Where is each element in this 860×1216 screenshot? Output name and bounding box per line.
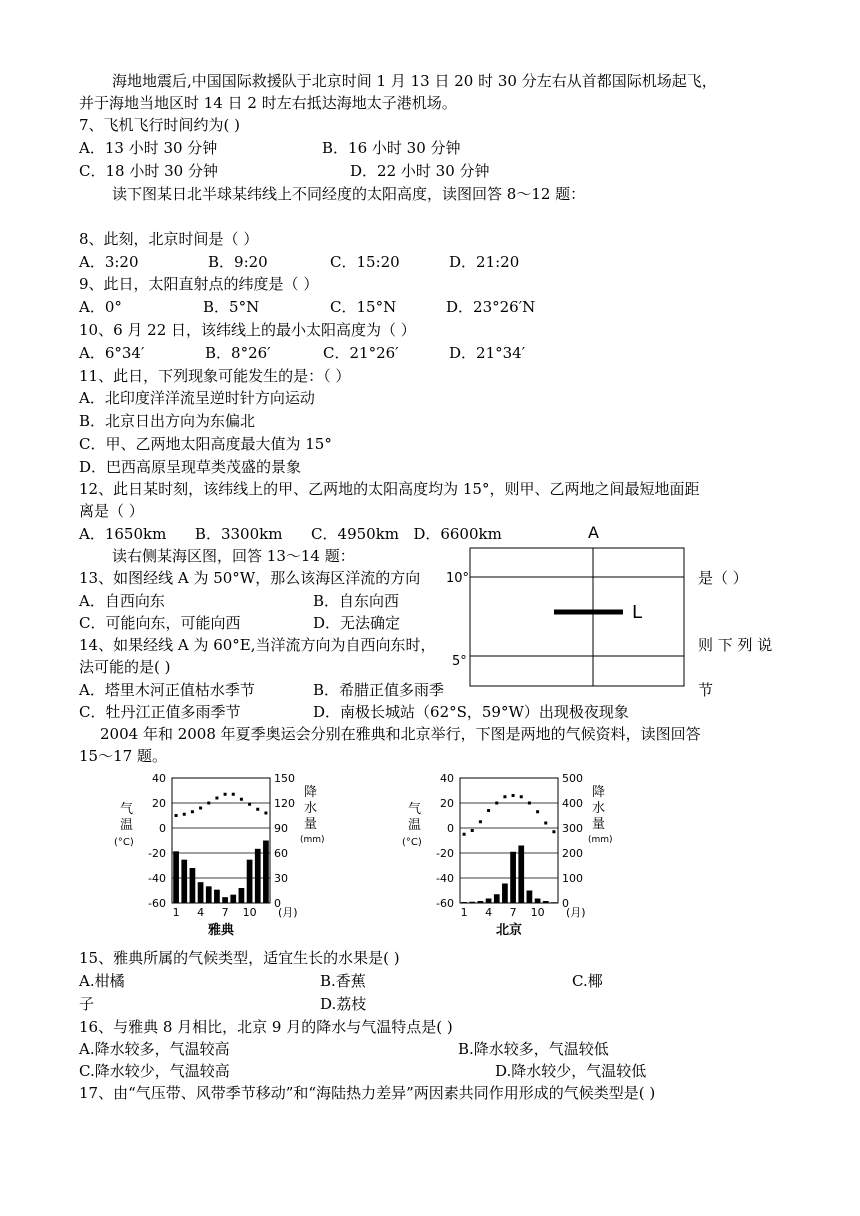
y-axis-label-char: 温	[120, 818, 134, 833]
q8-option-b: B．9:20	[208, 253, 268, 271]
q11-option-a: A．北印度洋洋流呈逆时针方向运动	[79, 389, 315, 407]
y-axis-label-char: 气	[408, 802, 422, 817]
q16-option-c: C.降水较少，气温较高	[79, 1062, 230, 1080]
temp-tick-label: -60	[148, 897, 166, 910]
temp-point	[256, 808, 259, 811]
q8-option-c: C．15:20	[330, 253, 400, 271]
sea-map-frame	[470, 548, 684, 686]
month-tick-label: 10	[242, 906, 257, 919]
q9-stem: 9、此日，太阳直射点的纬度是（ ）	[79, 275, 319, 293]
q7-stem: 7、飞机飞行时间约为( )	[79, 116, 241, 134]
month-tick-label: 1	[460, 906, 468, 919]
temp-point	[520, 795, 523, 798]
precip-tick-label: 60	[274, 847, 288, 860]
y2-axis-label-char: 量	[304, 817, 318, 832]
q10-stem: 10、6 月 22 日，该纬线上的最小太阳高度为（ ）	[79, 321, 416, 339]
q14-option-b: B．希腊正值多雨季	[313, 681, 445, 699]
read-instruction-3-line-2: 15～17 题。	[79, 747, 167, 765]
q13-option-c: C．可能向东，可能向西	[79, 614, 241, 632]
precip-tick-label: 90	[274, 822, 288, 835]
precip-tick-label: 400	[562, 797, 583, 810]
q15-option-d: D.荔枝	[320, 995, 367, 1013]
q13-stem-end: 是（ ）	[698, 569, 748, 587]
precip-tick-label: 100	[562, 872, 583, 885]
q10-option-a: A．6°34′	[79, 344, 145, 362]
temp-point	[512, 794, 515, 797]
precip-bar	[486, 899, 492, 904]
precip-bar	[198, 882, 204, 903]
read-instruction-2: 读右侧某海区图，回答 13～14 题：	[112, 547, 355, 565]
temp-point	[463, 833, 466, 836]
sea-map-label-a: A	[588, 523, 599, 542]
y2-axis-label-char: 水	[592, 801, 606, 816]
intro-line-2: 并于海地当地区时 14 日 2 时左右抵达海地太子港机场。	[79, 94, 457, 112]
q16-option-a: A.降水较多，气温较高	[79, 1040, 230, 1058]
temp-point	[191, 810, 194, 813]
temp-tick-label: -40	[436, 872, 454, 885]
temp-point	[503, 795, 506, 798]
q11-option-c: C．甲、乙两地太阳高度最大值为 15°	[79, 435, 332, 453]
month-tick-label: 7	[509, 906, 517, 919]
q15-option-b: B.香蕉	[320, 972, 366, 990]
precip-bar	[502, 884, 508, 904]
y2-axis-unit: (mm)	[300, 835, 325, 845]
temp-point	[240, 798, 243, 801]
q9-option-b: B．5°N	[203, 298, 260, 316]
temp-point	[487, 809, 490, 812]
q7-option-c: C．18 小时 30 分钟	[79, 162, 218, 180]
temp-point	[552, 830, 555, 833]
month-tick-label: 10	[530, 906, 545, 919]
q16-option-d: D.降水较少，气温较低	[495, 1062, 647, 1080]
temp-tick-label: -60	[436, 897, 454, 910]
precip-bar	[535, 899, 541, 904]
sea-map-lat-bottom-label: 5°	[452, 654, 467, 669]
precip-tick-label: 30	[274, 872, 288, 885]
x-axis-label: (月)	[278, 906, 298, 919]
precip-bar	[206, 886, 212, 903]
temp-point	[544, 822, 547, 825]
x-axis-label: (月)	[566, 906, 586, 919]
precip-bar	[527, 891, 533, 904]
temp-tick-label: 0	[159, 822, 166, 835]
precip-bar	[543, 901, 549, 903]
y-axis-unit: (°C)	[402, 837, 422, 848]
q14-stem-line-2: 法可能的是( )	[79, 658, 171, 676]
precip-tick-label: 200	[562, 847, 583, 860]
temp-point	[199, 807, 202, 810]
y-axis-unit: (°C)	[114, 837, 134, 848]
precip-bar	[551, 902, 557, 903]
temp-point	[528, 802, 531, 805]
precip-bar	[214, 890, 220, 903]
q12-stem-line-2: 离是（ ）	[79, 502, 144, 520]
temp-tick-label: 0	[447, 822, 454, 835]
q12-stem-line-1: 12、此日某时刻，该纬线上的甲、乙两地的太阳高度均为 15°，则甲、乙两地之间最短地面距	[79, 480, 700, 498]
precip-bar	[190, 868, 196, 903]
precip-tick-label: 150	[274, 772, 295, 785]
q14-option-a: A．塔里木河正值枯水季节	[79, 681, 255, 699]
precip-tick-label: 300	[562, 822, 583, 835]
intro-line-1: 海地地震后,中国国际救援队于北京时间 1 月 13 日 20 时 30 分左右从首都国际机场起飞，	[112, 72, 717, 90]
climate-chart-beijing	[398, 768, 618, 943]
sea-map-label-l: L	[632, 602, 643, 623]
q7-option-d: D．22 小时 30 分钟	[350, 162, 490, 180]
precip-tick-label: 500	[562, 772, 583, 785]
temp-point	[471, 829, 474, 832]
precip-bar	[181, 860, 187, 903]
read-instruction-1: 读下图某日北半球某纬线上不同经度的太阳高度，读图回答 8～12 题：	[112, 185, 586, 203]
q7-option-a: A．13 小时 30 分钟	[79, 139, 218, 157]
q14-option-c: C．牡丹江正值多雨季节	[79, 703, 241, 721]
q16-stem: 16、与雅典 8 月相比，北京 9 月的降水与气温特点是( )	[79, 1018, 453, 1036]
temp-point	[495, 802, 498, 805]
temp-point	[207, 802, 210, 805]
precip-tick-label: 0	[274, 897, 281, 910]
month-tick-label: 1	[172, 906, 180, 919]
q14-option-b-end: 节	[698, 681, 714, 699]
q9-option-a: A．0°	[79, 298, 122, 316]
precip-bar	[461, 902, 467, 903]
temp-point	[479, 820, 482, 823]
q10-option-b: B．8°26′	[205, 344, 271, 362]
q14-option-d: D．南极长城站（62°S，59°W）出现极夜现象	[313, 703, 629, 721]
q10-option-c: C．21°26′	[323, 344, 399, 362]
y-axis-label-char: 温	[408, 818, 422, 833]
q12-options: A．1650km B．3300km C．4950km D．6600km	[79, 525, 502, 543]
temp-point	[536, 810, 539, 813]
temp-tick-label: 40	[440, 772, 454, 785]
q11-option-d: D．巴西高原呈现草类茂盛的景象	[79, 458, 302, 476]
q11-stem: 11、此日，下列现象可能发生的是：（ ）	[79, 367, 351, 385]
temp-point	[175, 814, 178, 817]
chart-title: 雅典	[207, 923, 235, 938]
q15-option-a: A.柑橘	[79, 972, 125, 990]
q13-option-b: B．自东向西	[313, 592, 400, 610]
q15-stem: 15、雅典所属的气候类型，适宜生长的水果是( )	[79, 949, 400, 967]
temp-tick-label: 40	[152, 772, 166, 785]
temp-point	[183, 813, 186, 816]
precip-bar	[494, 894, 500, 903]
precip-bar	[222, 897, 228, 903]
temp-tick-label: -20	[436, 847, 454, 860]
q11-option-b: B．北京日出方向为东偏北	[79, 412, 256, 430]
q8-stem: 8、此刻，北京时间是（ ）	[79, 230, 259, 248]
q17-stem: 17、由“气压带、风带季节移动”和“海陆热力差异”两因素共同作用形成的气候类型是( )	[79, 1084, 656, 1102]
chart-title: 北京	[495, 923, 523, 938]
q13-stem: 13、如图经线 A 为 50°W，那么该海区洋流的方向	[79, 569, 421, 587]
y2-axis-label-char: 水	[304, 801, 318, 816]
q15-option-c-wrap: 子	[79, 995, 95, 1013]
temp-point	[224, 793, 227, 796]
temp-tick-label: 20	[440, 797, 454, 810]
precip-bar	[478, 901, 484, 903]
climate-chart-athens	[110, 768, 330, 943]
precip-tick-label: 0	[562, 897, 569, 910]
precip-bar	[510, 852, 516, 903]
precip-bar	[247, 860, 253, 903]
month-tick-label: 4	[485, 906, 493, 919]
precip-tick-label: 120	[274, 797, 295, 810]
precip-bar	[518, 846, 524, 904]
read-instruction-3-line-1: 2004 年和 2008 年夏季奥运会分别在雅典和北京举行，下图是两地的气候资料，读图回答	[100, 725, 701, 743]
q9-option-d: D．23°26′N	[446, 298, 536, 316]
y2-axis-label-char: 量	[592, 817, 606, 832]
q9-option-c: C．15°N	[330, 298, 397, 316]
sea-map-lat-top-label: 10°	[446, 571, 470, 586]
temp-tick-label: -40	[148, 872, 166, 885]
y2-axis-label-char: 降	[304, 785, 318, 800]
q8-option-d: D．21:20	[449, 253, 520, 271]
temp-point	[248, 803, 251, 806]
y2-axis-label-char: 降	[592, 785, 606, 800]
precip-bar	[469, 902, 475, 903]
q7-option-b: B．16 小时 30 分钟	[322, 139, 461, 157]
temp-point	[215, 797, 218, 800]
y2-axis-unit: (mm)	[588, 835, 613, 845]
month-tick-label: 7	[221, 906, 229, 919]
temp-point	[264, 812, 267, 815]
q14-stem-end: 则 下 列 说	[698, 636, 773, 654]
q10-option-d: D．21°34′	[449, 344, 526, 362]
precip-bar	[263, 841, 269, 904]
temp-tick-label: -20	[148, 847, 166, 860]
q13-option-d: D．无法确定	[313, 614, 401, 632]
q13-option-a: A．自西向东	[79, 592, 165, 610]
temp-point	[232, 793, 235, 796]
plot-frame	[460, 778, 558, 903]
q14-stem: 14、如果经线 A 为 60°E,当洋流方向为自西向东时，	[79, 636, 436, 654]
sea-area-map	[440, 520, 700, 690]
precip-bar	[173, 851, 179, 903]
y-axis-label-char: 气	[120, 802, 134, 817]
precip-bar	[255, 849, 261, 903]
q15-option-c: C.椰	[572, 972, 603, 990]
q8-option-a: A．3:20	[79, 253, 139, 271]
month-tick-label: 4	[197, 906, 205, 919]
q16-option-b: B.降水较多，气温较低	[458, 1040, 609, 1058]
temp-tick-label: 20	[152, 797, 166, 810]
precip-bar	[239, 888, 245, 903]
precip-bar	[230, 895, 236, 903]
